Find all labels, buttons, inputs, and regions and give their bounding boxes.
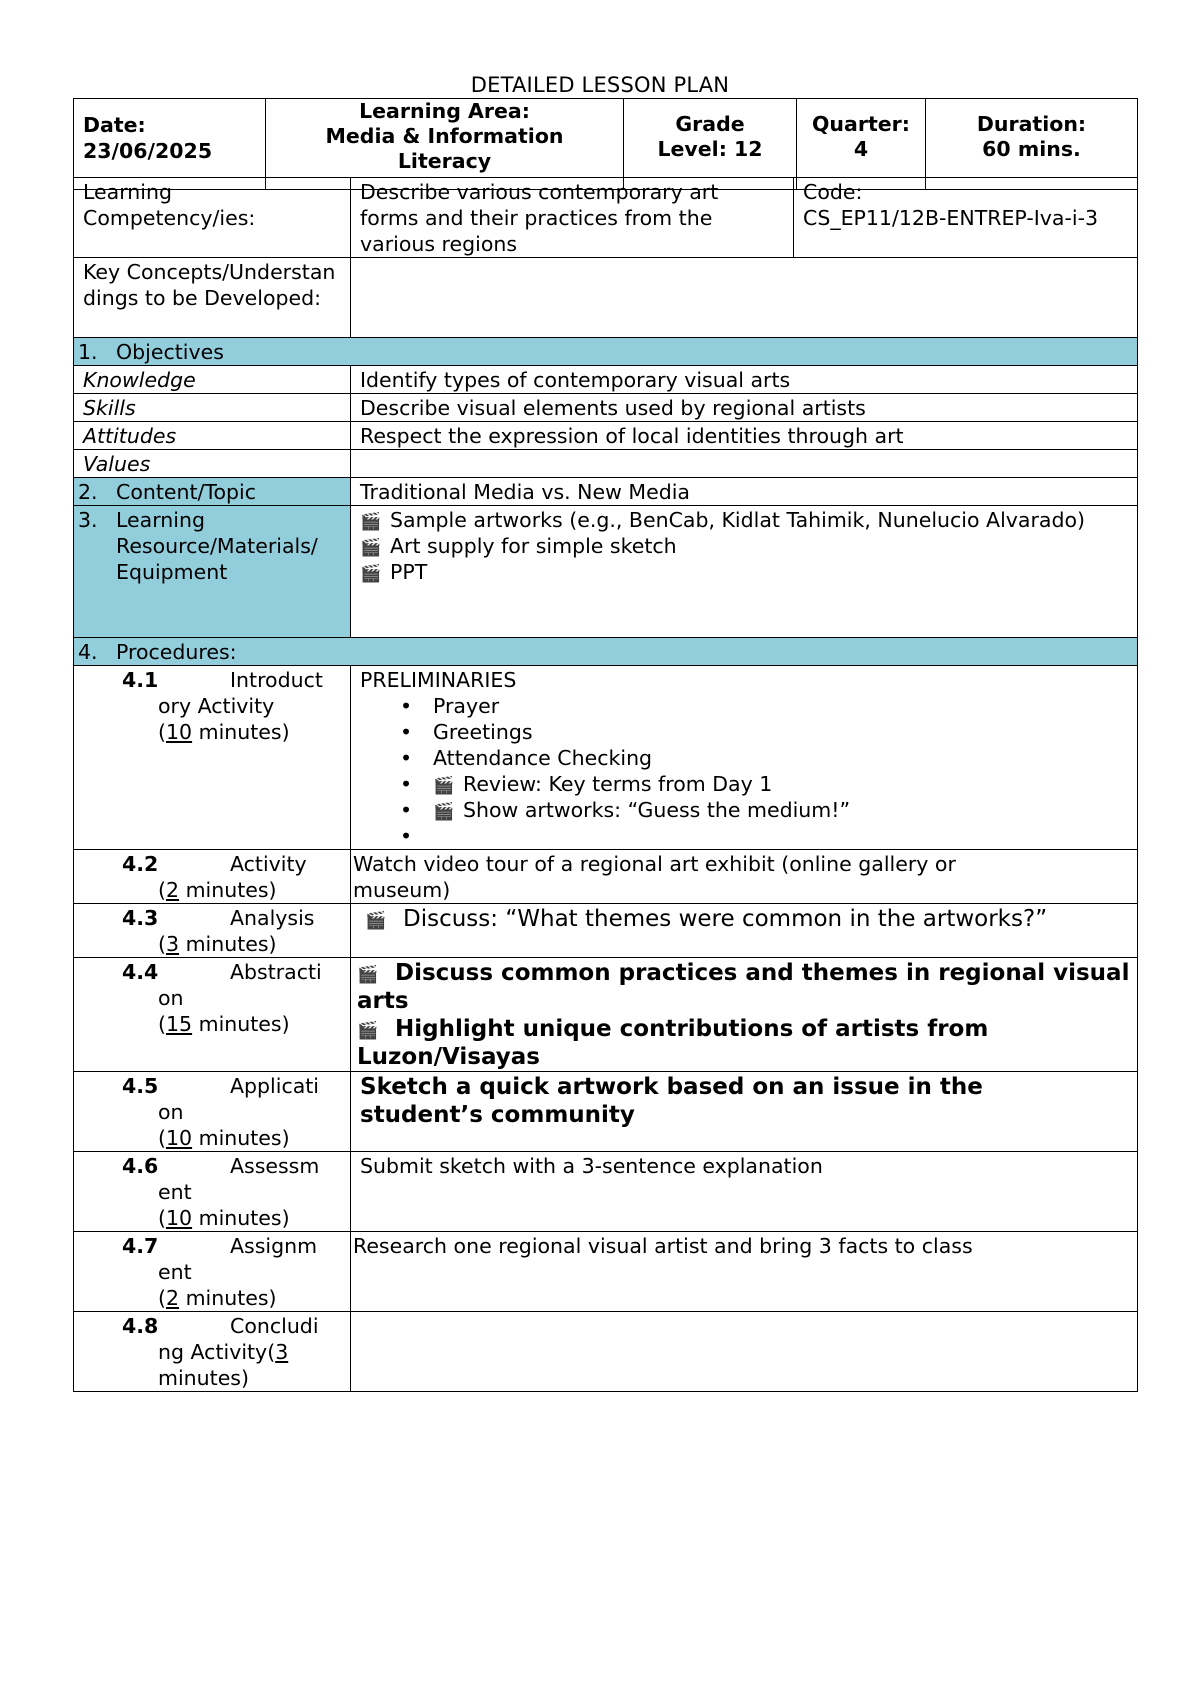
analysis-label: 4.3 Analysis (3 minutes): [74, 904, 351, 958]
grade-cell: [624, 99, 797, 190]
resources-label-cell: [74, 506, 351, 638]
preliminaries-list: [360, 693, 1137, 849]
objectives-number: 1.: [78, 340, 98, 364]
page-title: DETAILED LESSON PLAN: [470, 73, 730, 97]
concluding-value: [351, 1312, 1138, 1392]
clapperboard-icon: 🎬: [360, 564, 382, 584]
learning-area-value: Media & Information Literacy: [325, 124, 564, 173]
clapperboard-icon: 🎬: [357, 1021, 379, 1041]
clapperboard-icon: 🎬: [357, 965, 379, 985]
procedures-label: Procedures:: [116, 640, 237, 664]
activity-label: 4.2 Activity (2 minutes): [74, 850, 351, 904]
learning-area-label: Learning Area:: [359, 99, 530, 123]
assessment-value: Submit sketch with a 3-sentence explanation: [351, 1152, 1138, 1232]
clapperboard-icon: 🎬: [360, 538, 382, 558]
preliminaries-heading: PRELIMINARIES: [360, 668, 517, 692]
resources-number: 3.: [78, 508, 98, 532]
resources-label: Learning Resource/Materials/ Equipment: [116, 508, 318, 584]
list-item: • Attendance Checking: [400, 745, 1137, 771]
learning-area-cell: [266, 99, 624, 190]
list-item: [400, 823, 1137, 849]
resource-item: 🎬 Sample artworks (e.g., BenCab, Kidlat Tahimik, Nunelucio Alvarado): [360, 508, 1086, 532]
quarter-cell: [797, 99, 926, 190]
values-value: [351, 450, 1138, 478]
clapperboard-icon: 🎬: [365, 911, 387, 931]
date-value: 23/06/2025: [83, 139, 213, 163]
competency-value: Describe various contemporary art forms and their practices from the various regions: [351, 178, 794, 258]
activity-value: Watch video tour of a regional art exhibit (online gallery or museum): [351, 850, 1138, 904]
content-label-cell: [74, 478, 351, 506]
abstraction-label: 4.4 Abstracti on (15 minutes): [74, 958, 351, 1072]
clapperboard-icon: 🎬: [360, 512, 382, 532]
content-value: Traditional Media vs. New Media: [351, 478, 1138, 506]
knowledge-label: Knowledge: [74, 366, 351, 394]
knowledge-value: Identify types of contemporary visual arts: [351, 366, 1138, 394]
procedures-heading: [74, 638, 1138, 666]
date-label: Date:: [83, 113, 146, 137]
list-item: • Greetings: [400, 719, 1137, 745]
code-label: Code:: [803, 180, 863, 204]
analysis-value: 🎬 Discuss: “What themes were common in the artworks?”: [351, 904, 1138, 958]
application-label: 4.5 Applicati on (10 minutes): [74, 1072, 351, 1152]
skills-value: Describe visual elements used by regional artists: [351, 394, 1138, 422]
list-item: • 🎬 Show artworks: “Guess the medium!”: [400, 797, 1137, 823]
code-cell: [794, 178, 1138, 258]
key-concepts-label: Key Concepts/Understandings to be Developed:: [74, 258, 351, 338]
assignment-label: 4.7 Assignm ent (2 minutes): [74, 1232, 351, 1312]
competency-label: Learning Competency/ies:: [74, 178, 351, 258]
abstraction-item: 🎬 Discuss common practices and themes in regional visual arts: [357, 960, 1130, 1014]
intro-label: 4.1 Introduct ory Activity (10 minutes): [74, 666, 351, 850]
objectives-label: Objectives: [116, 340, 224, 364]
list-item: • 🎬 Review: Key terms from Day 1: [400, 771, 1137, 797]
quarter-value: 4: [853, 137, 869, 161]
assignment-value: Research one regional visual artist and bring 3 facts to class: [351, 1232, 1138, 1312]
resource-item: 🎬 PPT: [360, 560, 428, 584]
assessment-label: 4.6 Assessm ent (10 minutes): [74, 1152, 351, 1232]
clapperboard-icon: 🎬: [433, 776, 455, 796]
key-concepts-value: [351, 258, 1138, 338]
attitudes-value: Respect the expression of local identities through art: [351, 422, 1138, 450]
skills-label: Skills: [74, 394, 351, 422]
application-value: Sketch a quick artwork based on an issue in the student’s community: [351, 1072, 1138, 1152]
duration-value: 60 mins.: [982, 137, 1081, 161]
resources-list: [351, 506, 1138, 638]
list-item: • Prayer: [400, 693, 1137, 719]
clapperboard-icon: 🎬: [433, 802, 455, 822]
procedures-number: 4.: [78, 640, 98, 664]
abstraction-content: [351, 958, 1138, 1072]
content-number: 2.: [78, 480, 98, 504]
lesson-table: [73, 177, 1138, 1392]
date-cell: [74, 99, 266, 190]
duration-label: Duration:: [976, 112, 1087, 136]
attitudes-label: Attitudes: [74, 422, 351, 450]
values-label: Values: [74, 450, 351, 478]
objectives-heading: [74, 338, 1138, 366]
resource-item: 🎬 Art supply for simple sketch: [360, 534, 677, 558]
quarter-label: Quarter:: [812, 112, 910, 136]
grade-value: Level: 12: [657, 137, 763, 161]
content-label: Content/Topic: [116, 480, 256, 504]
grade-label: Grade: [675, 112, 745, 136]
duration-cell: [926, 99, 1138, 190]
concluding-label: 4.8 Concludi ng Activity(3 minutes): [74, 1312, 351, 1392]
abstraction-item: 🎬 Highlight unique contributions of artists from Luzon/Visayas: [357, 1016, 989, 1070]
code-value: CS_EP11/12B-ENTREP-Iva-i-3: [803, 206, 1099, 230]
intro-content: [351, 666, 1138, 850]
